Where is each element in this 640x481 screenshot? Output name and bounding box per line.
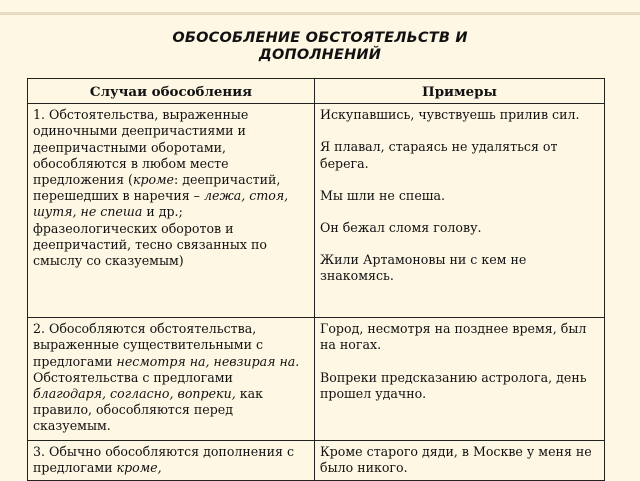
- rule-italic: кроме,: [116, 460, 162, 476]
- example-text: Я плавал, стараясь не удаляться от берега.: [320, 139, 558, 171]
- rule-text: 3. Обычно обособляются дополнения с предлогами: [33, 444, 295, 476]
- rule-italic: несмотря на, невзирая на.: [116, 353, 300, 369]
- table-row: [28, 318, 605, 441]
- rule-text: и др.; фразеологических оборотов и деепричастий, тесно связанных по смыслу со сказуемым): [33, 204, 267, 269]
- rules-table: [27, 78, 605, 481]
- rule-text: Обстоятельства с предлогами: [33, 369, 233, 385]
- rule-cell: [28, 318, 315, 441]
- header-examples: Примеры: [315, 79, 605, 104]
- example-text: Кроме старого дяди, в Москве у меня не было никого.: [320, 444, 592, 476]
- example-text: Город, несмотря на позднее время, был на ногах.: [320, 321, 587, 353]
- rule-italic: лежа, стоя, шутя, не спеша: [33, 188, 289, 220]
- examples-cell: [315, 318, 605, 441]
- example-text: Мы шли не спеша.: [320, 187, 445, 203]
- examples-cell: [315, 104, 605, 318]
- example-text: Жили Артамоновы ни с кем не знакомясь.: [320, 252, 527, 284]
- example-text: Искупавшись, чувствуешь прилив сил.: [320, 107, 580, 123]
- example-text: Вопреки предсказанию астролога, день прошел удачно.: [320, 369, 587, 401]
- header-cases: Случаи обособления: [28, 79, 315, 104]
- rule-italic: благодаря, согласно, вопреки,: [33, 386, 236, 402]
- example-text: Он бежал сломя голову.: [320, 220, 482, 236]
- rule-italic: кроме: [132, 172, 174, 188]
- table-row: [28, 104, 605, 318]
- rule-cell: [28, 441, 315, 480]
- rule-text: 2. Обособляются обстоятельства, выраженные существительными с предлогами: [33, 321, 264, 369]
- table-row: [28, 441, 605, 480]
- slide-edge: [0, 12, 640, 15]
- table-header-row: [28, 79, 605, 104]
- rule-text: : деепричастий, перешедших в наречия –: [33, 172, 281, 204]
- rule-text: 1. Обстоятельства, выраженные одиночными деепричастиями и деепричастными оборотами, обособляются в любом месте предложения (: [33, 107, 249, 188]
- page-title: ОБОСОБЛЕНИЕ ОБСТОЯТЕЛЬСТВ И ДОПОЛНЕНИЙ: [172, 30, 468, 63]
- top-bar: [0, 0, 640, 12]
- rule-text: как правило, обособляются перед сказуемым.: [33, 386, 263, 434]
- rule-cell: [28, 104, 315, 318]
- examples-cell: [315, 441, 605, 480]
